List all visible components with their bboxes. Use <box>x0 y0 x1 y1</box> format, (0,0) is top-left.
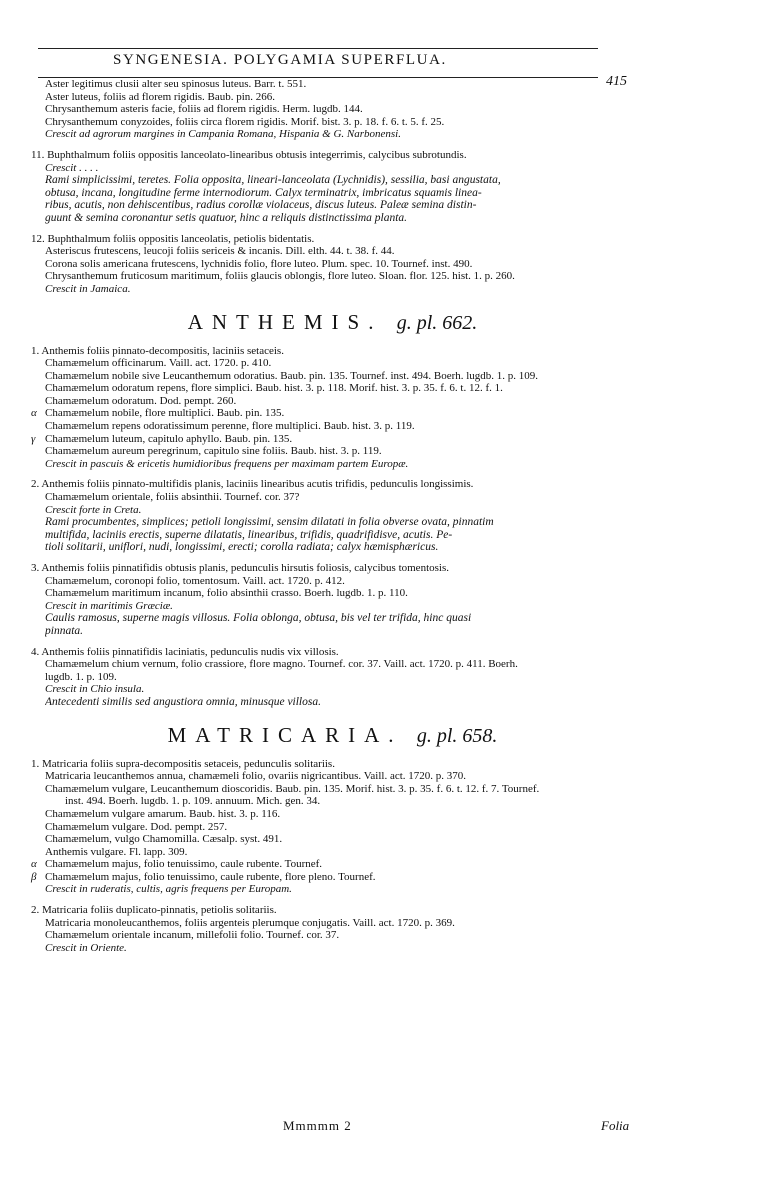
synonym-line: Chrysanthemum asteris facie, foliis ad florem rigidis. Herm. lugdb. 144. <box>45 103 363 116</box>
page-number: 415 <box>606 74 627 89</box>
species-entry-matricaria-1 <box>25 758 640 897</box>
species-description <box>25 612 640 637</box>
synonym-text: Chamæmelum majus, folio tenuissimo, caule rubente, flore pleno. Tournef. <box>45 870 376 883</box>
synonym-line: lugdb. 1. p. 109. <box>45 670 117 683</box>
synonym-line <box>25 858 640 871</box>
description-line: Rami simplicissimi, teretes. Folia opposita, lineari-lanceolata (Lychnidis), sessilia, basi angustata, <box>45 174 501 187</box>
synonym-text: Chamæmelum majus, folio tenuissimo, caule rubente. Tournef. <box>45 858 323 871</box>
species-heading: 2. Anthemis foliis pinnato-multifidis planis, laciniis linearibus acutis trifidis, pedunculis longissimis. <box>31 478 474 491</box>
synonym-line <box>25 770 640 783</box>
synonym-line: Asteriscus frutescens, leucoji foliis sericeis & incanis. Dill. elth. 44. t. 38. f. 44. <box>45 245 395 258</box>
habitat-line: Crescit in Chio insula. <box>45 683 145 696</box>
species-entry-buphthalmum-11 <box>25 149 640 225</box>
synonym-line: Aster legitimus clusii alter seu spinosus luteus. Barr. t. 551. <box>45 78 307 90</box>
variety-mark: β <box>31 870 37 883</box>
synonym-text: Chamæmelum officinarum. Vaill. act. 1720. p. 410. <box>45 357 272 370</box>
description-line: Antecedenti similis sed angustiora omnia, minusque villosa. <box>45 695 321 708</box>
synonym-line: Chamæmelum orientale, foliis absinthii. Tournef. cor. 37? <box>45 491 300 504</box>
synonym-text: Chamæmelum vulgare, Leucanthemum dioscoridis. Baub. pin. 135. Morif. hist. 3. p. 35. f. 6. t. 12. f. 7. Tournef. <box>45 782 540 795</box>
genus-title: MATRICARIA. <box>167 722 403 747</box>
habitat-line: Crescit forte in Creta. <box>45 503 142 516</box>
species-heading: 1. Matricaria foliis supra-decompositis setaceis, pedunculis solitariis. <box>31 757 335 770</box>
description-line: ribus, acutis, non dehiscentibus, radius corollæ violaceus, discus luteus. Paleæ semina distin- <box>45 199 477 212</box>
description-line: tioli solitarii, uniflori, nudi, longissimi, erecti; corolla radiata; calyx hæmisphæricus. <box>45 541 439 554</box>
synonym-line: Chamæmelum maritimum incanum, folio absinthii crasso. Boerh. lugdb. 1. p. 110. <box>45 587 408 600</box>
synonym-line: Matricaria monoleucanthemos, foliis argenteis plerumque conjugatis. Vaill. act. 1720. p. 369. <box>45 916 455 929</box>
synonym-line <box>25 395 640 408</box>
synonym-line: Chamæmelum, coronopi folio, tomentosum. Vaill. act. 1720. p. 412. <box>45 574 345 587</box>
synonym-text: Chamæmelum vulgare amarum. Baub. hist. 3. p. 116. <box>45 807 281 820</box>
synonym-line <box>25 795 640 808</box>
habitat-line: Crescit in pascuis & ericetis humidioribus frequens per maximam partem Europæ. <box>45 457 409 470</box>
species-description <box>25 516 640 554</box>
species-entry-anthemis-1 <box>25 345 640 471</box>
description-line: guunt & semina coronantur setis quatuor, hinc a reliquis distinctissima planta. <box>45 211 408 224</box>
synonym-text: Chamæmelum luteum, capitulo aphyllo. Baub. pin. 135. <box>45 432 293 445</box>
species-heading: 12. Buphthalmum foliis oppositis lanceolatis, petiolis bidentatis. <box>31 232 315 245</box>
synonym-line <box>25 420 640 433</box>
habitat-line: Crescit in Oriente. <box>45 941 127 954</box>
page-body <box>25 78 640 954</box>
genus-heading-anthemis <box>25 310 640 335</box>
synonym-line <box>25 407 640 420</box>
synonym-line: Chrysanthemum conyzoides, foliis circa florem rigidis. Morif. bist. 3. p. 18. f. 6. t. 5. f. 25. <box>45 115 445 128</box>
synonym-line <box>25 357 640 370</box>
description-line: multifida, laciniis erectis, superne dilatatis, linearibus, trifidis, quadrifidisve, acutis. Pe- <box>45 528 453 541</box>
synonym-line <box>25 846 640 859</box>
habitat-line: Crescit in ruderatis, cultis, agris frequens per Europam. <box>45 883 292 896</box>
species-heading: 3. Anthemis foliis pinnatifidis obtusis planis, pedunculis hirsutis foliosis, calycibus tomentosis. <box>31 562 449 574</box>
synonym-line: Chrysanthemum fruticosum maritimum, foliis glaucis oblongis, flore luteo. Sloan. flor. 125. hist. 1. p. 260. <box>45 270 515 283</box>
variety-mark: γ <box>31 432 36 445</box>
synonym-line <box>25 821 640 834</box>
species-heading: 2. Matricaria foliis duplicato-pinnatis, petiolis solitariis. <box>31 904 277 917</box>
synonym-line <box>25 382 640 395</box>
synonym-line <box>25 433 640 446</box>
species-entry-buphthalmum-12 <box>25 233 640 296</box>
synonym-text: Chamæmelum aureum peregrinum, capitulo sine foliis. Baub. hist. 3. p. 119. <box>45 445 382 458</box>
synonym-line <box>25 445 640 458</box>
synonym-line: Chamæmelum orientale incanum, millefolii folio. Tournef. cor. 37. <box>45 929 340 942</box>
synonym-text: Chamæmelum, vulgo Chamomilla. Cæsalp. syst. 491. <box>45 833 283 846</box>
species-entry-matricaria-2 <box>25 904 640 954</box>
synonym-text: Chamæmelum nobile, flore multiplici. Baub. pin. 135. <box>45 407 285 420</box>
continued-entry <box>25 78 640 141</box>
synonym-text: Chamæmelum vulgare. Dod. pempt. 257. <box>45 820 228 833</box>
habitat-line: Crescit in Jamaica. <box>45 282 131 295</box>
description-line: pinnata. <box>45 624 84 637</box>
species-description <box>25 174 640 224</box>
description-line: obtusa, incana, longitudine ferme internodiorum. Calyx terminatrix, imbricatus squamis linea- <box>45 186 482 199</box>
species-entry-anthemis-3 <box>25 562 640 638</box>
synonym-line: Chamæmelum chium vernum, folio crassiore, flore magno. Tournef. cor. 37. Vaill. act. 1720. p. 411. Boerh. <box>45 658 518 671</box>
synonym-line: Aster luteus, foliis ad florem rigidis. Baub. pin. 266. <box>45 90 276 103</box>
synonym-text: Chamæmelum repens odoratissimum perenne, flore multiplici. Baub. hist. 3. p. 119. <box>45 420 415 433</box>
genus-reference: g. pl. 662. <box>396 311 478 334</box>
synonym-line <box>25 808 640 821</box>
species-entry-anthemis-4 <box>25 646 640 709</box>
genus-title: ANTHEMIS. <box>187 309 383 334</box>
synonym-text: inst. 494. Boerh. lugdb. 1. p. 109. annuum. Mich. gen. 34. <box>65 795 321 808</box>
variety-mark: α <box>31 407 37 420</box>
synonym-text: Chamæmelum nobile sive Leucanthemum odoratius. Baub. pin. 135. Tournef. inst. 494. Boerh. lugdb. 1. p. 109. <box>45 369 539 382</box>
description-line: Caulis ramosus, superne magis villosus. Folia oblonga, obtusa, bis vel ter trifida, hinc quasi <box>45 612 472 625</box>
species-heading: 11. Buphthalmum foliis oppositis lanceolato-linearibus obtusis integerrimis, calycibus subrotundis. <box>31 148 467 161</box>
species-heading: 1. Anthemis foliis pinnato-decompositis, laciniis setaceis. <box>31 344 284 357</box>
habitat-line: Crescit . . . . <box>45 161 99 174</box>
species-entry-anthemis-2 <box>25 478 640 554</box>
header-title: SYNGENESIA. POLYGAMIA SUPERFLUA. <box>113 52 447 68</box>
genus-reference: g. pl. 658. <box>416 724 498 747</box>
catchword: Folia <box>601 1118 630 1133</box>
synonym-line: Corona solis americana frutescens, lychnidis folio, flore luteo. Plum. spec. 10. Tournef. inst. 490. <box>45 257 473 270</box>
description-line: Rami procumbentes, simplices; petioli longissimi, sensim dilatati in folia obverse ovata, pinnatim <box>45 516 494 529</box>
species-heading: 4. Anthemis foliis pinnatifidis laciniatis, pedunculis nudis vix villosis. <box>31 645 339 658</box>
habitat-line: Crescit ad agrorum margines in Campania Romana, Hispania & G. Narbonensi. <box>45 128 401 141</box>
synonym-text: Matricaria leucanthemos annua, chamæmeli folio, ovariis nigricantibus. Vaill. act. 1720. p. 370. <box>45 770 467 783</box>
synonym-text: Anthemis vulgare. Fl. lapp. 309. <box>45 845 188 858</box>
variety-mark: α <box>31 858 37 871</box>
synonym-line <box>25 833 640 846</box>
species-description <box>25 696 640 709</box>
signature-mark: Mmmmm 2 <box>283 1118 352 1133</box>
habitat-line: Crescit in maritimis Græciæ. <box>45 599 173 612</box>
synonym-text: Chamæmelum odoratum repens, flore simplici. Baub. hist. 3. p. 118. Morif. hist. 3. p. 35. f. 6. t. 12. f. 1. <box>45 382 503 395</box>
header-rule-top <box>38 48 598 49</box>
synonym-line <box>25 871 640 884</box>
synonym-text: Chamæmelum odoratum. Dod. pempt. 260. <box>45 394 237 407</box>
synonym-line <box>25 370 640 383</box>
genus-heading-matricaria <box>25 723 640 748</box>
synonym-line <box>25 783 640 796</box>
